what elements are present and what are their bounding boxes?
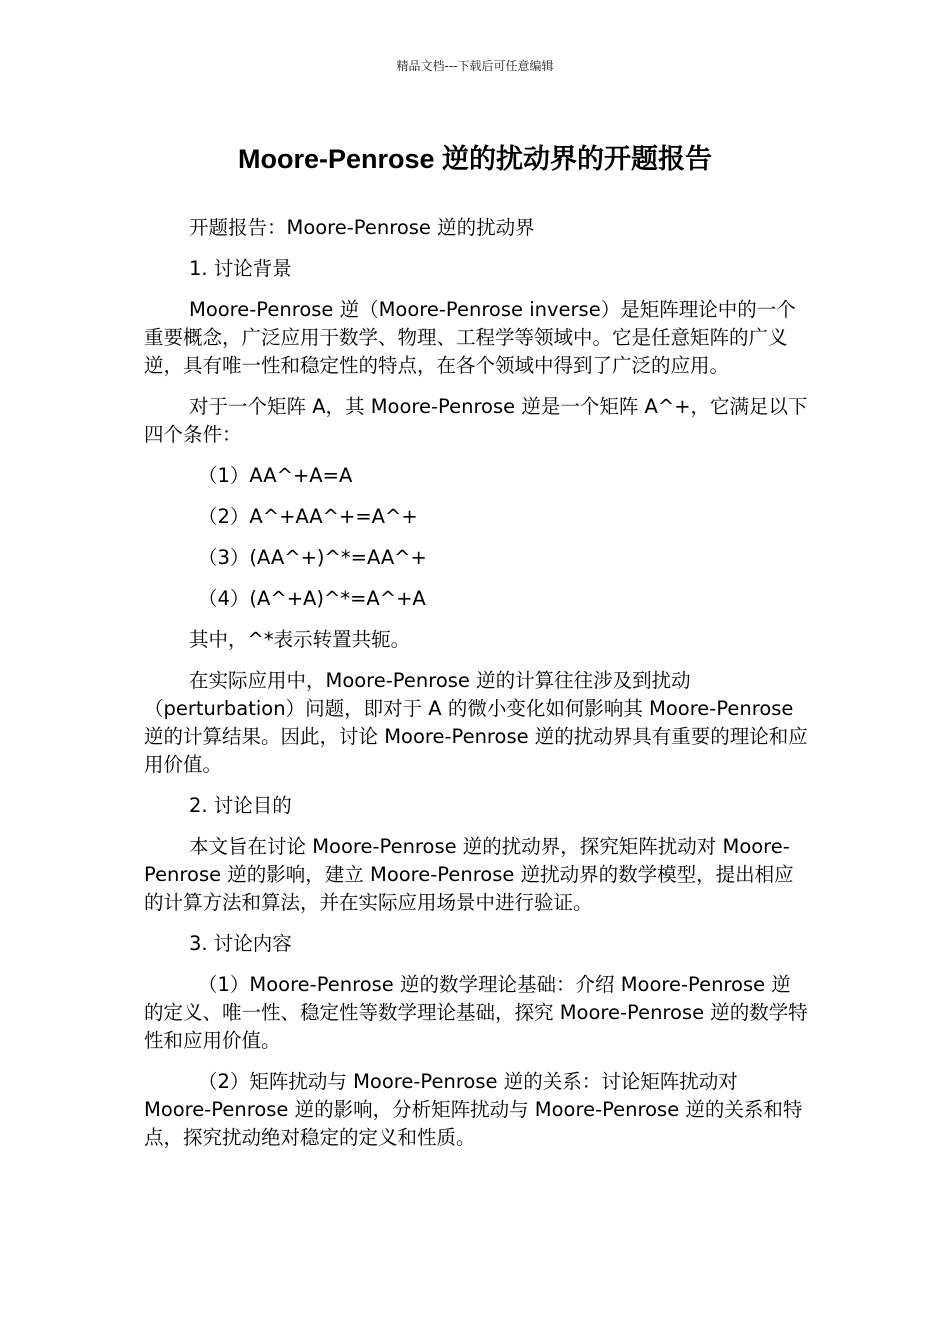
content-item-1: （1）Moore-Penrose 逆的数学理论基础：介绍 Moore-Penrose 逆的定义、唯一性、稳定性等数学理论基础，探究 Moore-Penrose 逆的数学特性和应用价值。 [144,973,808,1052]
paragraph-purpose: 本文旨在讨论 Moore-Penrose 逆的扰动界，探究矩阵扰动对 Moore-Penrose 逆的影响，建立 Moore-Penrose 逆扰动界的数学模型，提出相应的计算方法和算法，并在实际应用场景中进行验证。 [144,835,794,914]
document-title: Moore-Penrose 逆的扰动界的开题报告 [237,144,713,174]
condition-3: （3）(AA^+)^*=AA^+ [198,546,427,569]
condition-1: （1）AA^+A=A [198,464,353,487]
paragraph-perturbation: 在实际应用中，Moore-Penrose 逆的计算往往涉及到扰动（perturbation）问题，即对于 A 的微小变化如何影响其 Moore-Penrose 逆的计算结果。因此，讨论 Moore-Penrose 逆的扰动界具有重要的理论和应用价值。 [144,669,808,776]
paragraph-intro: 开题报告：Moore-Penrose 逆的扰动界 [189,216,535,239]
section-heading-purpose: 2. 讨论目的 [189,794,292,817]
document-body [144,214,808,1165]
section-heading-background: 1. 讨论背景 [189,257,292,280]
condition-4: （4）(A^+A)^*=A^+A [198,587,426,610]
section-heading-content: 3. 讨论内容 [189,932,292,955]
paragraph-conditions-intro: 对于一个矩阵 A，其 Moore-Penrose 逆是一个矩阵 A^+，它满足以下四个条件： [144,395,808,446]
paragraph-background: Moore-Penrose 逆（Moore-Penrose inverse）是矩阵理论中的一个重要概念，广泛应用于数学、物理、工程学等领域中。它是任意矩阵的广义逆，具有唯一性和稳定性的特点，在各个领域中得到了广泛的应用。 [144,298,796,377]
page-header: 精品文档---下载后可任意编辑 [396,59,554,73]
content-item-2: （2）矩阵扰动与 Moore-Penrose 逆的关系：讨论矩阵扰动对 Moore-Penrose 逆的影响，分析矩阵扰动与 Moore-Penrose 逆的关系和特点，探究扰动绝对稳定的定义和性质。 [144,1070,803,1149]
paragraph-notation: 其中，^*表示转置共轭。 [189,628,411,651]
condition-2: （2）A^+AA^+=A^+ [198,505,418,528]
